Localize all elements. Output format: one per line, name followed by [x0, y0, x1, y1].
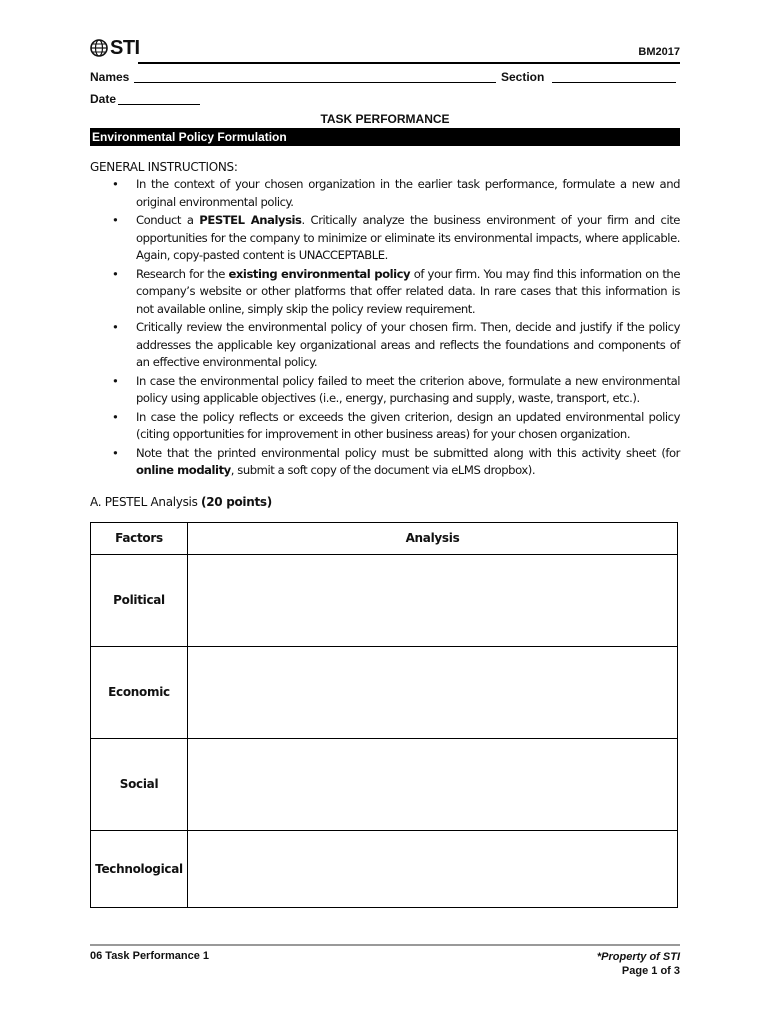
section-label: Section	[501, 70, 545, 84]
instruction-item: • In case the policy reflects or exceeds the given criterion, design an updated environmental policy (citing opportunities for improvement in other business areas) for your chosen organization.	[112, 409, 680, 441]
bullet-icon: •	[112, 266, 119, 281]
footer-title: 06 Task Performance 1	[90, 950, 210, 962]
bullet-icon: •	[112, 177, 119, 191]
instruction-item: • Critically review the environmental policy of your chosen firm. Then, decide and justify if the policy addresses the applicable key organizational areas and reflects the foundations and components of an effective environmental policy.	[112, 320, 680, 369]
analysis-cell-political[interactable]	[188, 554, 678, 646]
analysis-cell-social[interactable]	[188, 738, 678, 830]
header-divider	[138, 62, 680, 64]
bullet-icon: •	[112, 409, 119, 424]
instruction-item: • Note that the printed environmental policy must be submitted along with this activity sheet (for online modality, submit a soft copy of the document via eLMS dropbox).	[112, 445, 680, 477]
date-row	[90, 92, 680, 114]
names-field[interactable]	[134, 82, 496, 83]
factor-political: Political	[91, 554, 188, 646]
factors-header: Factors	[91, 522, 188, 554]
page-title: TASK PERFORMANCE	[320, 112, 450, 126]
footer-right	[597, 950, 680, 978]
page-header	[90, 36, 680, 64]
factor-social: Social	[91, 738, 188, 830]
logo-text: STI	[110, 37, 140, 59]
pestel-table	[90, 522, 678, 908]
topic-banner: Environmental Policy Formulation	[90, 128, 680, 146]
date-field[interactable]	[118, 104, 200, 105]
bullet-icon: •	[112, 213, 119, 227]
property-note: *Property of STI	[596, 951, 680, 963]
page-number: Page 1 of 3	[621, 965, 680, 977]
section-field[interactable]	[552, 82, 676, 83]
bullet-icon: •	[112, 373, 119, 388]
analysis-cell-economic[interactable]	[188, 646, 678, 738]
table-row	[91, 830, 678, 907]
bullet-icon: •	[112, 320, 119, 334]
analysis-cell-technological[interactable]	[188, 830, 678, 907]
factor-technological: Technological	[91, 830, 188, 907]
instruction-item: • In the context of your chosen organization in the earlier task performance, formulate a new and original environmental policy.	[112, 177, 680, 209]
section-a-heading: A. PESTEL Analysis (20 points)	[90, 494, 272, 509]
names-label: Names	[90, 70, 130, 84]
globe-icon	[90, 39, 108, 57]
table-row	[91, 738, 678, 830]
analysis-header: Analysis	[188, 522, 678, 554]
table-row	[91, 646, 678, 738]
footer-divider	[90, 944, 680, 946]
instruction-item: • Conduct a PESTEL Analysis. Critically analyze the business environment of your firm and cite opportunities for the company to minimize or eliminate its environmental impacts, where applicable. Again, copy-pasted content is UNACCEPTABLE.	[112, 213, 680, 262]
instructions-list	[90, 176, 680, 480]
instructions-heading: GENERAL INSTRUCTIONS:	[90, 160, 238, 174]
bullet-icon: •	[112, 445, 119, 460]
factor-economic: Economic	[91, 646, 188, 738]
table-header-row	[91, 522, 678, 554]
instruction-item: • Research for the existing environmental policy of your firm. You may find this information on the company’s website or other platforms that offer related data. In rare cases that this information is not available online, simply skip the policy review requirement.	[112, 266, 681, 316]
document-code: BM2017	[638, 46, 680, 58]
names-row	[90, 70, 680, 92]
date-label: Date	[90, 92, 117, 106]
document-page	[90, 36, 680, 908]
instruction-item: • In case the environmental policy failed to meet the criterion above, formulate a new environmental policy using applicable objectives (i.e., energy, purchasing and supply, waste, transport, etc.).	[112, 373, 680, 405]
table-row	[91, 554, 678, 646]
sti-logo	[90, 38, 140, 58]
